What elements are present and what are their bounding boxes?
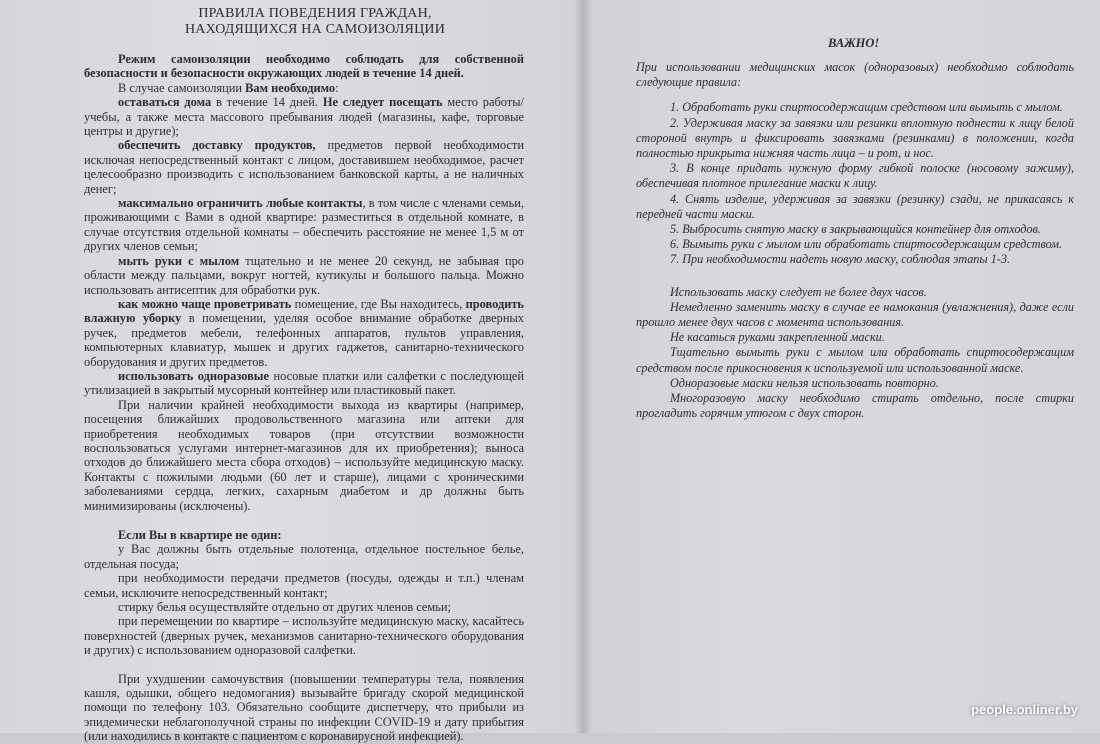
not-alone-heading: Если Вы в квартире не один: (118, 528, 282, 542)
mask-note-2: Немедленно заменить маску в случае ее намокания (увлажнения), даже если прошло менее двух часов с момента использования. (636, 299, 1074, 330)
not-alone-item-3: стирку белья осуществляйте отдельно от других членов семьи; (118, 600, 451, 615)
mask-step-5: 5. Выбросить снятую маску в закрывающийся контейнер для отходов. (670, 222, 1041, 237)
mask-note-5: Одноразовые маски нельзя использовать повторно. (670, 375, 939, 390)
right-body-text (636, 60, 1074, 421)
mask-step-2: 2. Удерживая маску за завязки или резинки вплотную поднести к лицу белой стороной внутрь и фиксировать завязками (резинками) в положении, когда полностью прикрыта нижняя часть лица – и рот, и нос. (636, 115, 1074, 161)
mask-note-6: Многоразовую маску необходимо стирать отдельно, после стирки прогладить горячим утюгом с двух сторон. (636, 391, 1074, 421)
mask-step-1: 1. Обработать руки спиртосодержащим средством или вымыть с мылом. (670, 100, 1063, 115)
delivery-paragraph: обеспечить доставку продуктов, предметов первой необходимости исключая непосредственный контакт с лицом, доставившем необходимое, расчет целесообразно производить с использованием банковской карты, а не наличных денег; (84, 138, 525, 196)
title-line-1: ПРАВИЛА ПОВЕДЕНИЯ ГРАЖДАН, (198, 6, 432, 21)
mask-step-6: 6. Вымыть руки с мылом или обработать спиртосодержащим средством. (670, 237, 1063, 252)
mask-step-4: 4. Снять изделие, удерживая за завязки (резинку) сзади, не прикасаясь к передней части маски. (636, 191, 1074, 221)
not-alone-item-2: при необходимости передачи предметов (посуды, одежды и т.п.) членам семьи, исключите непосредственный контакт; (84, 571, 524, 600)
worsening-paragraph: При ухудшении самочувствия (повышении температуры тела, появления кашля, одышки, общего недомогания) вызывайте бригаду скорой медицинской помощи по телефону 103. Обязательно сообщите диспетчеру, что прибыли из эпидемически неблагополучной страны по инфекции COVID-19 и дату прибытия (или находились в контакте с пациентом с коронавирусной инфекцией). (84, 671, 524, 744)
hands-paragraph: мыть руки с мылом тщательно и не менее 20 секунд, не забывая про области между пальцами, вокруг ногтей, кутикулы и большого пальца. Можно использовать антисептик для обработки рук. (84, 253, 525, 297)
stay-home-paragraph: оставаться дома в течение 14 дней. Не следует посещать место работы/учебы, а также места массового пребывания людей (магазины, кафе, торговые центры и другие); (84, 95, 524, 139)
not-alone-item-4: при перемещении по квартире – используйте медицинскую маску, касайтесь поверхностей (дверных ручек, механизмов санитарно-технического оборудования и других) с использованием одноразовой салфетки. (84, 614, 524, 658)
title-line-2: НАХОДЯЩИХСЯ НА САМОИЗОЛЯЦИИ (184, 22, 446, 37)
mask-note-1: Использовать маску следует не более двух часов. (670, 284, 927, 299)
disposable-paragraph: использовать одноразовые носовые платки или салфетки с последующей утилизацией в закрытый мусорный контейнер или пластиковый пакет. (84, 368, 524, 398)
not-alone-item-1: у Вас должны быть отдельные полотенца, отдельное постельное белье, отдельная посуда; (84, 542, 524, 571)
mask-note-4: Тщательно вымыть руки с мылом или обработать спиртосодержащим средством после прикосновения к используемой или использованной маске. (636, 345, 1074, 375)
mask-intro: При использовании медицинских масок (одноразовых) необходимо соблюдать следующие правила: (636, 60, 1074, 90)
emergency-paragraph: При наличии крайней необходимости выхода из квартиры (например, посещения ближайших продовольственного магазина или аптеки для приобретения необходимых товаров (при отсутствии возможности воспользоваться услугами интернет-магазинов для их приобретения); выноса отходов до ближайшего места сбора отходов) – используйте медицинскую маску. Контакты с пожилыми людьми (60 лет и старше), лицами с хроническими заболеваниями сердца, легких, сахарным диабетом и др должны быть минимизированы (исключены). (84, 397, 524, 513)
left-body-text (84, 52, 524, 744)
mask-step-3: 3. В конце придать нужную форму гибкой полоске (носовому зажиму), обеспечивая плотное прилегание маски к лицу. (636, 161, 1074, 191)
contacts-paragraph: максимально ограничить любые контакты, в том числе с членами семьи, проживающими с Вами в одной квартире: разместиться в отдельной комнате, в случае отсутствия отдельной комнаты – обеспечить расстояние не менее 1,5 м от других членов семьи; (84, 196, 524, 254)
ventilation-paragraph: как можно чаще проветривать помещение, где Вы находитесь, проводить влажную уборку в помещении, уделяя особое внимание обработке дверных ручек, предметов мебели, телефонных аппаратов, пультов управления, компьютерных клавиатур, мышек и других гаджетов, санитарно-технического оборудования и других предметов. (84, 296, 524, 369)
document-title (150, 6, 480, 38)
mask-note-3: Не касаться руками закрепленной маски. (670, 330, 885, 345)
watermark: people.onliner.by (971, 702, 1078, 717)
mask-step-7: 7. При необходимости надеть новую маску, соблюдая этапы 1-3. (670, 252, 1010, 267)
case-paragraph: В случае самоизоляции Вам необходимо: (118, 80, 339, 95)
important-heading: ВАЖНО! (828, 36, 880, 50)
page-fold (574, 0, 592, 733)
intro-paragraph: Режим самоизоляции необходимо соблюдать для собственной безопасности и безопасности окружающих людей в течение 14 дней. (84, 52, 524, 81)
